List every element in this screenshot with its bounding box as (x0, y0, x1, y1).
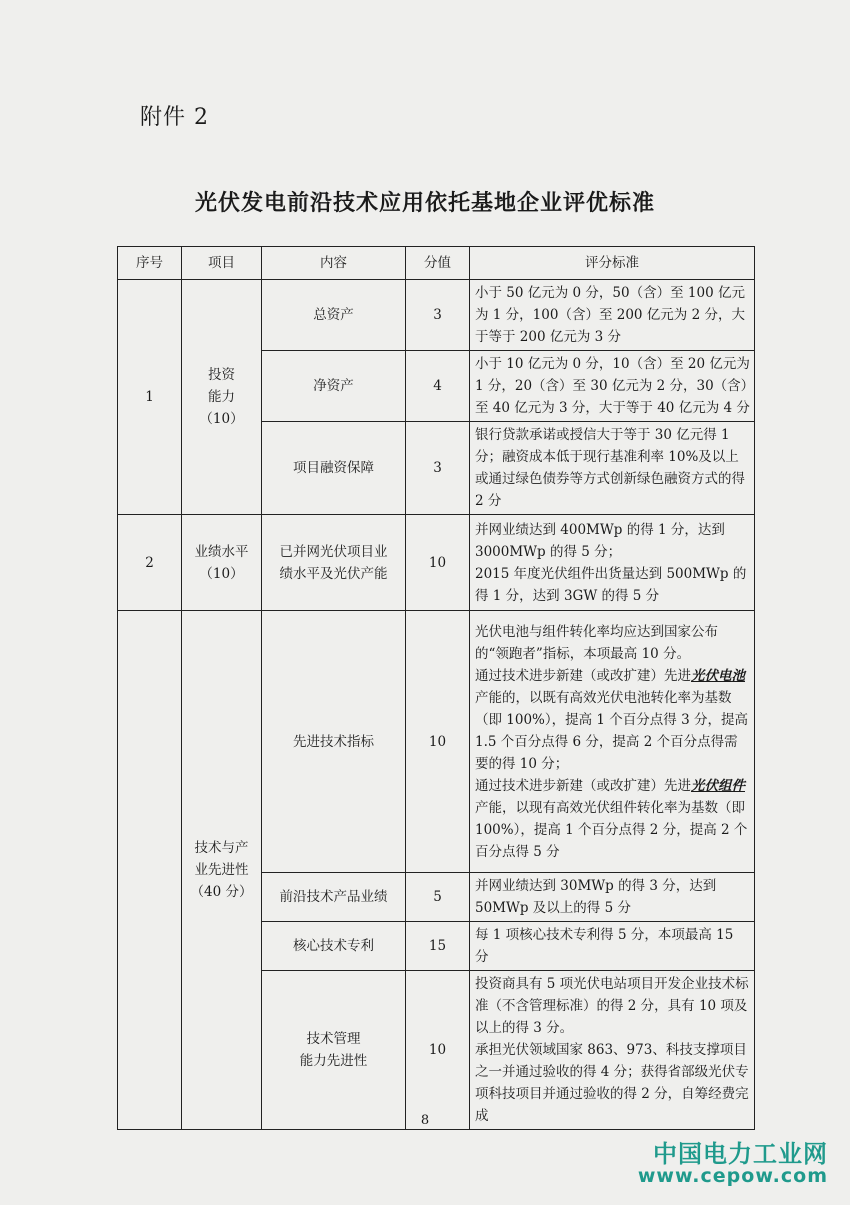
row3a-p2-post: 产能的，以既有高效光伏电池转化率为基数（即 100%），提高 1 个百分点得 3 分，提高 1.5 个百分点得 6 分，提高 2 个百分点得需要的得 10 分； (475, 689, 748, 772)
row3a-criteria-p3 (475, 775, 751, 863)
row3a-p3-post: 产能，以现有高效光伏组件转化率为基数（即 100%），提高 1 个百分点得 2 分，提高 2 个百分点得 5 分 (475, 799, 748, 860)
row3-item-line3: （40 分） (190, 884, 253, 900)
row3-item-line2: 业先进性 (194, 862, 249, 878)
table-header-row (118, 247, 755, 280)
row2-criteria-p2: 2015 年度光伏组件出货量达到 500MWp 的得 1 分，达到 3GW 的得 5 分 (475, 565, 747, 604)
row2-score: 10 (406, 515, 470, 611)
row2-criteria (470, 515, 755, 611)
row3a-p2-emph: 光伏电池 (691, 667, 745, 684)
table-row (118, 515, 755, 611)
row3a-p3-pre: 通过技术进步新建（或改扩建）先进 (475, 777, 691, 794)
row1-item-line1: 投资 (208, 367, 235, 383)
row3b-criteria: 并网业绩达到 30MWp 的得 3 分，达到 50MWp 及以上的得 5 分 (470, 873, 755, 922)
row3d-criteria-p2: 承担光伏领域国家 863、973、科技支撑项目之一并通过验收的得 4 分；获得省部级光伏专项科技项目并通过验收的得 2 分，自筹经费完成 (475, 1042, 749, 1124)
row1b-content: 净资产 (262, 351, 406, 422)
row1c-content: 项目融资保障 (262, 422, 406, 515)
row2-content-line1: 已并网光伏项目业 (279, 543, 388, 560)
row3d-content-line1: 技术管理 (306, 1031, 361, 1047)
attachment-label: 附件 2 (140, 105, 209, 130)
row3c-content: 核心技术专利 (262, 922, 406, 971)
row3d-criteria (470, 971, 755, 1130)
row3a-criteria (470, 611, 755, 873)
table-row (118, 611, 755, 873)
row1-seq: 1 (118, 280, 182, 515)
row1b-criteria: 小于 10 亿元为 0 分，10（含）至 20 亿元为 1 分，20（含）至 30 亿元为 2 分，30（含）至 40 亿元为 3 分，大于等于 40 亿元为 4 分 (470, 351, 755, 422)
row2-item (182, 515, 262, 611)
header-item: 项目 (182, 247, 262, 280)
row3d-criteria-p1: 投资商具有 5 项光伏电站项目开发企业技术标准（不含管理标准）的得 2 分，具有 10 项及以上的得 3 分。 (475, 976, 749, 1036)
row3a-content: 先进技术指标 (262, 611, 406, 873)
row1-item (182, 280, 262, 515)
row1a-content: 总资产 (262, 280, 406, 351)
header-criteria: 评分标准 (470, 247, 755, 280)
row3c-score: 15 (406, 922, 470, 971)
watermark-site-name: 中国电力工业网 (653, 1140, 828, 1168)
row1c-criteria: 银行贷款承诺或授信大于等于 30 亿元得 1 分；融资成本低于现行基准利率 10%及以上或通过绿色债券等方式创新绿色融资方式的得 2 分 (470, 422, 755, 515)
row3-item-line1: 技术与产 (194, 840, 249, 856)
document-title: 光伏发电前沿技术应用依托基地企业评优标准 (194, 190, 655, 216)
row2-content (262, 515, 406, 611)
row3a-p3-emph: 光伏组件 (691, 777, 745, 794)
row1c-score: 3 (406, 422, 470, 515)
row1-item-line3: （10） (199, 411, 244, 427)
header-seq: 序号 (118, 247, 182, 280)
row1-item-line2: 能力 (208, 389, 235, 405)
row2-content-line2: 绩水平及光伏产能 (279, 565, 388, 582)
row3a-criteria-p2 (475, 665, 751, 775)
row3a-p2-pre: 通过技术进步新建（或改扩建）先进 (475, 667, 691, 684)
header-score: 分值 (406, 247, 470, 280)
row1a-score: 3 (406, 280, 470, 351)
row3d-content (262, 971, 406, 1130)
row3d-content-line2: 能力先进性 (299, 1053, 368, 1069)
evaluation-table (117, 246, 755, 1130)
page-number: 8 (420, 1113, 430, 1128)
row3d-score: 10 (406, 971, 470, 1130)
header-content: 内容 (262, 247, 406, 280)
row2-criteria-p1: 并网业绩达到 400MWp 的得 1 分，达到 3000MWp 的得 5 分； (475, 521, 725, 560)
row3-seq (118, 611, 182, 1130)
row2-item-line1: 业绩水平 (194, 543, 249, 560)
row3a-criteria-p1: 光伏电池与组件转化率均应达到国家公布的“领跑者”指标，本项最高 10 分。 (475, 623, 718, 662)
row2-seq: 2 (118, 515, 182, 611)
row3b-content: 前沿技术产品业绩 (262, 873, 406, 922)
row1b-score: 4 (406, 351, 470, 422)
table-row (118, 280, 755, 351)
row3c-criteria: 每 1 项核心技术专利得 5 分，本项最高 15 分 (470, 922, 755, 971)
row3b-score: 5 (406, 873, 470, 922)
watermark-site-url: www.cepow.com (637, 1165, 828, 1187)
row2-item-line2: （10） (199, 565, 244, 582)
row1a-criteria: 小于 50 亿元为 0 分，50（含）至 100 亿元为 1 分，100（含）至 200 亿元为 2 分，大于等于 200 亿元为 3 分 (470, 280, 755, 351)
row3a-score: 10 (406, 611, 470, 873)
row3-item (182, 611, 262, 1130)
